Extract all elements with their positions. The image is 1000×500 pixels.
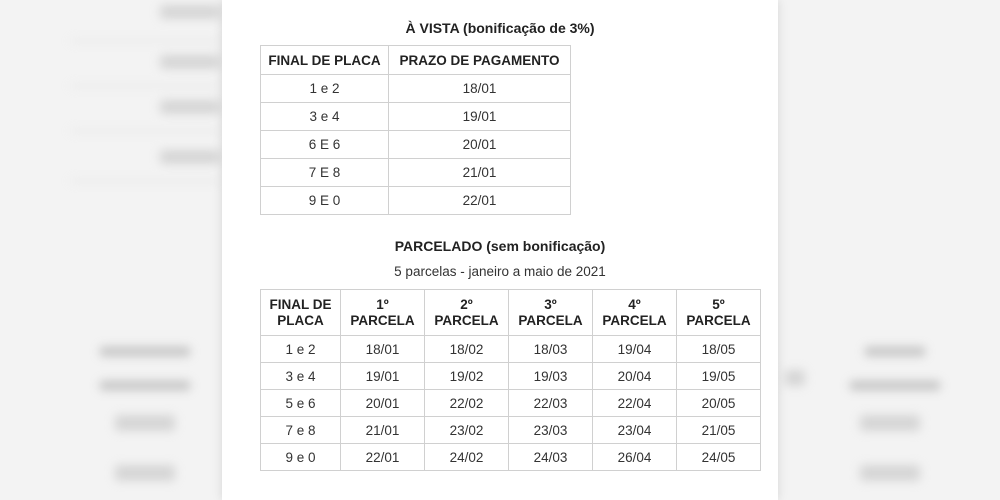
table-row <box>261 131 571 159</box>
cell-parcela-4: 23/04 <box>593 417 677 444</box>
blurred-block <box>860 415 920 431</box>
cell-parcela-2: 22/02 <box>425 390 509 417</box>
cell-parcela-1: 21/01 <box>341 417 425 444</box>
payment-schedule-sheet <box>222 0 778 500</box>
header-line: 4º <box>628 296 641 312</box>
table-row <box>261 363 761 390</box>
blurred-block <box>115 415 175 431</box>
cell-parcela-1: 20/01 <box>341 390 425 417</box>
column-header-parcela-2 <box>425 290 509 336</box>
avista-table <box>260 45 571 215</box>
cell-final-de-placa: 1 e 2 <box>261 75 389 103</box>
column-header-prazo-de-pagamento: PRAZO DE PAGAMENTO <box>389 46 571 75</box>
column-header-parcela-5 <box>677 290 761 336</box>
cell-parcela-5: 18/05 <box>677 336 761 363</box>
cell-final-de-placa: 9 e 0 <box>261 444 341 471</box>
cell-parcela-3: 23/03 <box>509 417 593 444</box>
cell-final-de-placa: 1 e 2 <box>261 336 341 363</box>
column-header-final-de-placa: FINAL DE PLACA <box>261 46 389 75</box>
blurred-block <box>115 465 175 481</box>
cell-prazo: 18/01 <box>389 75 571 103</box>
column-header-final-de-placa <box>261 290 341 336</box>
header-line: 1º <box>376 296 389 312</box>
table-row <box>261 444 761 471</box>
header-line: 3º <box>544 296 557 312</box>
cell-parcela-5: 20/05 <box>677 390 761 417</box>
cell-parcela-3: 19/03 <box>509 363 593 390</box>
cell-parcela-1: 18/01 <box>341 336 425 363</box>
cell-final-de-placa: 7 e 8 <box>261 417 341 444</box>
header-line: FINAL DE <box>269 296 332 312</box>
column-header-parcela-4 <box>593 290 677 336</box>
avista-title: À VISTA (bonificação de 3%) <box>405 20 595 36</box>
cell-parcela-5: 19/05 <box>677 363 761 390</box>
table-row <box>261 103 571 131</box>
cell-prazo: 19/01 <box>389 103 571 131</box>
header-line: PARCELA <box>686 312 751 328</box>
table-row <box>261 75 571 103</box>
header-line: PARCELA <box>350 312 415 328</box>
cell-parcela-2: 18/02 <box>425 336 509 363</box>
cell-parcela-3: 22/03 <box>509 390 593 417</box>
cell-parcela-1: 19/01 <box>341 363 425 390</box>
cell-parcela-4: 20/04 <box>593 363 677 390</box>
blurred-block <box>160 55 220 69</box>
header-line: PARCELA <box>602 312 667 328</box>
cell-parcela-4: 22/04 <box>593 390 677 417</box>
cell-prazo: 21/01 <box>389 159 571 187</box>
cell-final-de-placa: 9 E 0 <box>261 187 389 215</box>
cell-parcela-3: 18/03 <box>509 336 593 363</box>
cell-parcela-4: 26/04 <box>593 444 677 471</box>
cell-final-de-placa: 3 e 4 <box>261 103 389 131</box>
header-line: 2º <box>460 296 473 312</box>
blurred-heading: ▬▬ ▬▬▬ <box>850 330 940 397</box>
parcelado-table <box>260 289 761 471</box>
cell-parcela-3: 24/03 <box>509 444 593 471</box>
cell-prazo: 22/01 <box>389 187 571 215</box>
cell-final-de-placa: 5 e 6 <box>261 390 341 417</box>
cell-parcela-2: 19/02 <box>425 363 509 390</box>
blurred-block <box>860 465 920 481</box>
blurred-block <box>160 100 220 114</box>
header-line: 5º <box>712 296 725 312</box>
cell-parcela-2: 24/02 <box>425 444 509 471</box>
parcelado-title: PARCELADO (sem bonificação) <box>394 238 606 254</box>
cell-parcela-5: 21/05 <box>677 417 761 444</box>
blurred-block <box>160 5 220 19</box>
cell-parcela-1: 22/01 <box>341 444 425 471</box>
table-header-row <box>261 290 761 336</box>
header-line: PARCELA <box>518 312 583 328</box>
blurred-block <box>160 150 220 164</box>
table-row <box>261 390 761 417</box>
blurred-heading: ▬▬▬ ▬▬▬ <box>100 330 190 397</box>
blurred-line <box>70 85 220 87</box>
table-header-row <box>261 46 571 75</box>
cell-parcela-5: 24/05 <box>677 444 761 471</box>
table-row <box>261 187 571 215</box>
column-header-parcela-1 <box>341 290 425 336</box>
blurred-block <box>785 370 805 386</box>
table-row <box>261 417 761 444</box>
column-header-parcela-3 <box>509 290 593 336</box>
cell-final-de-placa: 7 E 8 <box>261 159 389 187</box>
blurred-line <box>70 40 220 42</box>
cell-parcela-4: 19/04 <box>593 336 677 363</box>
cell-prazo: 20/01 <box>389 131 571 159</box>
table-row <box>261 336 761 363</box>
blurred-line <box>70 180 220 182</box>
cell-parcela-2: 23/02 <box>425 417 509 444</box>
table-row <box>261 159 571 187</box>
header-line: PLACA <box>277 312 324 328</box>
cell-final-de-placa: 6 E 6 <box>261 131 389 159</box>
blurred-line <box>70 130 220 132</box>
parcelado-subtitle: 5 parcelas - janeiro a maio de 2021 <box>394 264 606 279</box>
header-line: PARCELA <box>434 312 499 328</box>
cell-final-de-placa: 3 e 4 <box>261 363 341 390</box>
